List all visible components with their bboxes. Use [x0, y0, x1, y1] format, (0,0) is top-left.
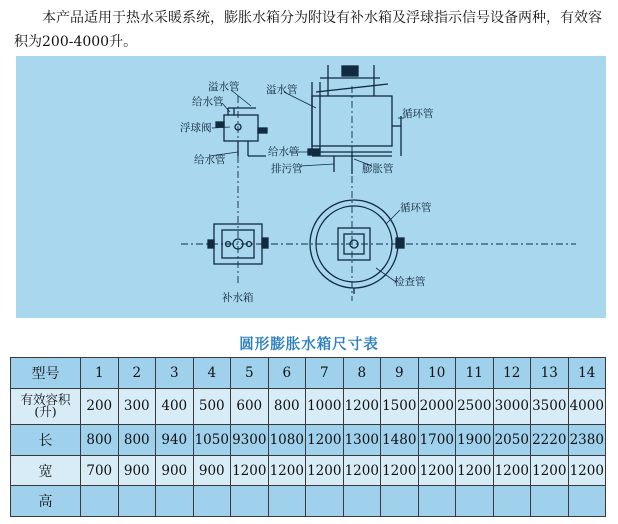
table-cell: 800 — [118, 425, 156, 456]
table-cell: 1 — [81, 358, 119, 389]
row-header: 高 — [11, 486, 81, 517]
label-drain-pipe: 排污管 — [271, 163, 303, 175]
table-cell — [493, 486, 531, 517]
table-cell: 1200 — [343, 455, 381, 486]
table-cell — [231, 486, 269, 517]
table-cell: 1700 — [418, 425, 456, 456]
table-cell: 200 — [81, 388, 119, 424]
table-cell: 2500 — [456, 388, 494, 424]
table-cell: 1200 — [306, 425, 344, 456]
capacity-row — [11, 388, 606, 424]
table-cell — [531, 486, 569, 517]
table-cell: 4 — [193, 358, 231, 389]
table-cell: 1200 — [568, 455, 606, 486]
table-cell — [268, 486, 306, 517]
table-cell: 1080 — [268, 425, 306, 456]
table-cell: 9300 — [231, 425, 269, 456]
label-supply-pipe-center: 给水管 — [268, 146, 300, 158]
row-header: 型号 — [11, 358, 81, 389]
table-cell: 1200 — [456, 455, 494, 486]
table-cell: 900 — [156, 455, 194, 486]
diagram-drawing — [16, 56, 606, 318]
table-cell: 1200 — [531, 455, 569, 486]
table-cell: 500 — [193, 388, 231, 424]
table-cell: 1200 — [381, 455, 419, 486]
table-cell: 1500 — [381, 388, 419, 424]
table-cell: 2000 — [418, 388, 456, 424]
table-title: 圆形膨胀水箱尺寸表 — [239, 336, 379, 353]
table-cell: 800 — [268, 388, 306, 424]
table-cell — [118, 486, 156, 517]
table-cell: 1900 — [456, 425, 494, 456]
table-cell: 10 — [418, 358, 456, 389]
table-cell: 13 — [531, 358, 569, 389]
table-cell — [456, 486, 494, 517]
table-cell: 2050 — [493, 425, 531, 456]
table-cell: 3000 — [493, 388, 531, 424]
table-cell — [418, 486, 456, 517]
table-cell: 900 — [193, 455, 231, 486]
table-cell: 940 — [156, 425, 194, 456]
table-cell: 1200 — [306, 455, 344, 486]
table-cell: 1200 — [231, 455, 269, 486]
row-header: 有效容积(升) — [11, 388, 81, 424]
label-circulation-pipe-bottom: 循环管 — [400, 202, 432, 214]
table-cell — [156, 486, 194, 517]
main-tank-plan — [310, 200, 398, 288]
table-cell: 6 — [268, 358, 306, 389]
table-cell — [381, 486, 419, 517]
table-cell: 1480 — [381, 425, 419, 456]
table-cell: 4000 — [568, 388, 606, 424]
table-cell: 8 — [343, 358, 381, 389]
table-cell: 1200 — [493, 455, 531, 486]
table-cell: 2 — [118, 358, 156, 389]
label-inspection-pipe: 检查管 — [394, 276, 426, 288]
table-cell: 5 — [231, 358, 269, 389]
table-cell: 7 — [306, 358, 344, 389]
table-cell: 700 — [81, 455, 119, 486]
table-cell — [306, 486, 344, 517]
table-cell: 2380 — [568, 425, 606, 456]
table-cell: 300 — [118, 388, 156, 424]
table-cell: 400 — [156, 388, 194, 424]
table-cell: 3 — [156, 358, 194, 389]
table-cell: 900 — [118, 455, 156, 486]
table-cell: 2220 — [531, 425, 569, 456]
width-row — [11, 455, 606, 486]
label-overflow-pipe-left: 溢水管 — [208, 81, 240, 93]
label-expansion-pipe: 膨胀管 — [362, 163, 394, 175]
table-cell: 9 — [381, 358, 419, 389]
table-cell: 800 — [81, 425, 119, 456]
table-cell — [81, 486, 119, 517]
expansion-tank-diagram — [16, 56, 606, 318]
table-cell: 1200 — [418, 455, 456, 486]
height-row — [11, 486, 606, 517]
row-header: 长 — [11, 425, 81, 456]
label-supply-pipe-left-top: 给水管 — [192, 96, 224, 108]
intro-paragraph: 本产品适用于热水采暖系统，膨胀水箱分为附设有补水箱及浮球指示信号设备两种，有效容积为200-4000升。 — [14, 10, 602, 50]
label-makeup-tank: 补水箱 — [222, 292, 254, 304]
table-cell — [343, 486, 381, 517]
table-cell — [193, 486, 231, 517]
table-cell: 1050 — [193, 425, 231, 456]
table-cell: 12 — [493, 358, 531, 389]
table-cell: 1300 — [343, 425, 381, 456]
dimension-table — [10, 357, 606, 517]
table-cell: 3500 — [531, 388, 569, 424]
label-float-valve: 浮球阀 — [180, 122, 212, 134]
length-row — [11, 425, 606, 456]
table-cell: 1000 — [306, 388, 344, 424]
label-overflow-pipe-center: 溢水管 — [266, 84, 298, 96]
table-cell: 600 — [231, 388, 269, 424]
table-cell: 1200 — [343, 388, 381, 424]
table-cell: 11 — [456, 358, 494, 389]
label-supply-pipe-left-bottom: 给水管 — [194, 154, 226, 166]
label-circulation-pipe-top: 循环管 — [402, 108, 434, 120]
row-header: 宽 — [11, 455, 81, 486]
model-row — [11, 358, 606, 389]
table-cell: 14 — [568, 358, 606, 389]
table-cell: 1200 — [268, 455, 306, 486]
table-cell — [568, 486, 606, 517]
